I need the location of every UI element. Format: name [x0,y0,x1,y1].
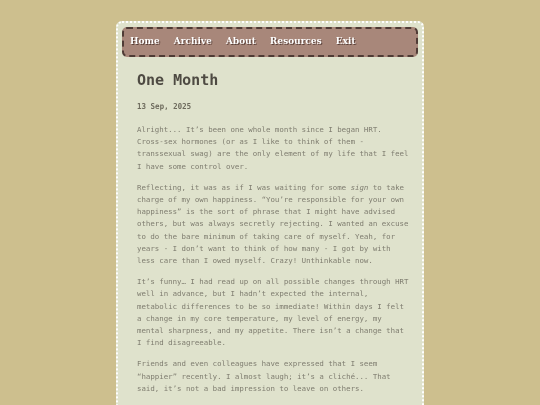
nav-bar [122,27,418,57]
emphasis-sign: sign [350,182,369,192]
post-date: 13 Sep, 2025 [137,102,192,111]
post-title: One Month [137,71,219,89]
post-paragraph-2 [137,182,409,267]
nav-link-about[interactable]: About [225,37,256,47]
nav-link-home[interactable]: Home [130,37,160,47]
nav-link-archive[interactable]: Archive [173,37,212,47]
post-page [116,21,424,405]
post-paragraph-3: It’s funny… I had read up on all possible changes through HRT well in advance, but I hadn’t expected the internal, metabolic differences to be so immediate! Within days I felt a change in my core temperature, my level of energy, my mental sharpness, and my appetite. There isn’t a change that I find disagreeable. [137,277,409,348]
post-paragraph-1: Alright... It’s been one whole month since I began HRT. Cross-sex hormones (or as I like to think of them - transsexual swag) are the only element of my life that I feel I have some control over. [137,125,409,171]
paragraph-2-end: to take charge of my own happiness. “You’re responsible for your own happiness” is the sort of phrase that I might have advised others, but was always secretly rejecting. I wanted an excuse to do the bare minimum of taking care of myself. Yeah, for years - I don’t want to think of how many - I got by with less care than I owed myself. Crazy! Unthinkable now. [137,182,409,266]
nav-link-resources[interactable]: Resources [269,37,322,47]
paragraph-2-start: Reflecting, it was as if I was waiting for some [137,182,351,192]
post-paragraph-4: Friends and even colleagues have expressed that I seem “happier” recently. I almost laugh; it’s a cliché... That said, it’s not a bad impression to leave on others. [137,359,391,393]
post-content [137,71,409,404]
nav-link-exit[interactable]: Exit [335,37,356,47]
